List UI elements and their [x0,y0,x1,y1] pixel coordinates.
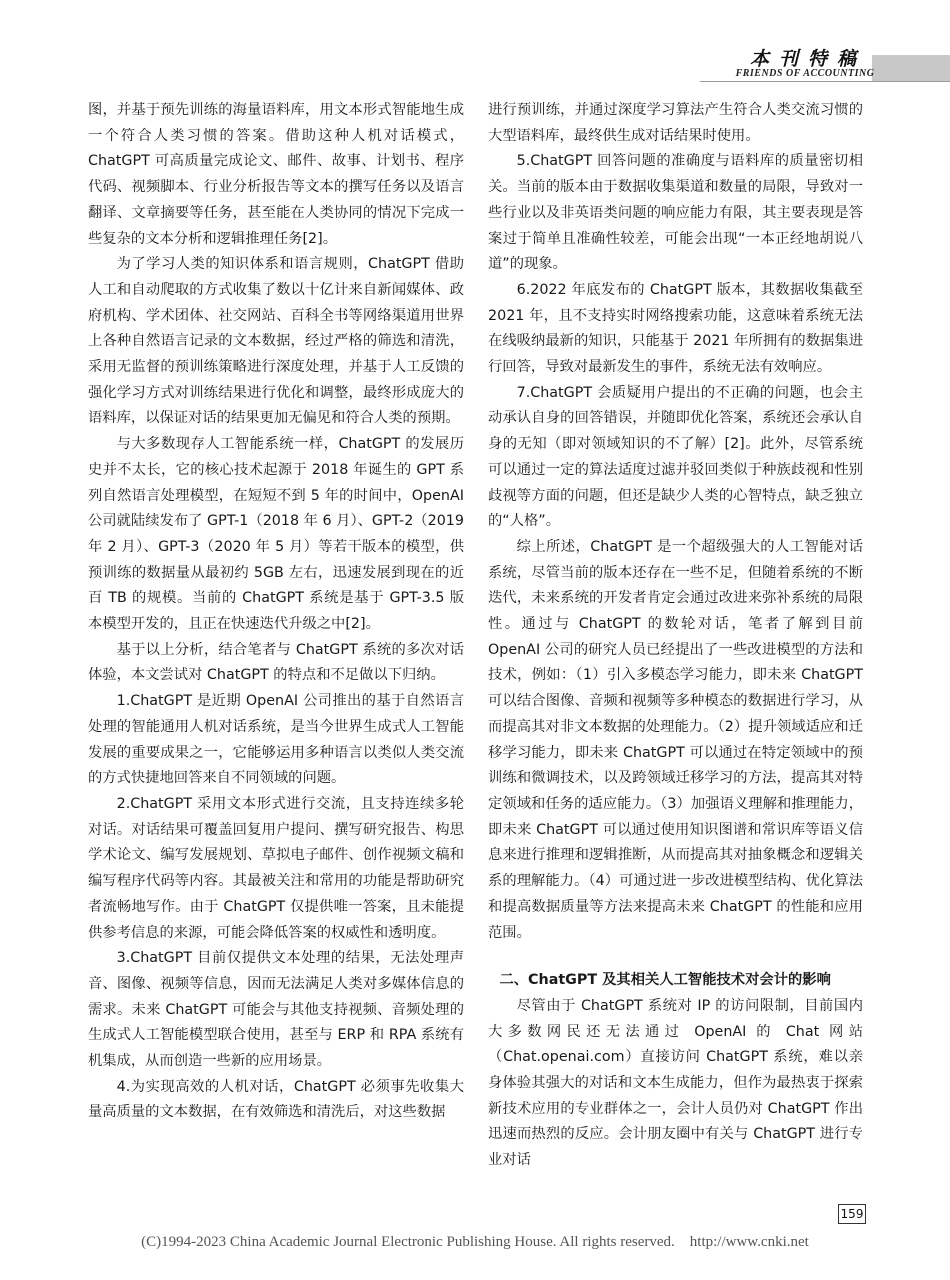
paragraph: 3.ChatGPT 目前仅提供文本处理的结果，无法处理声音、图像、视频等信息，因而无法满足人类对多媒体信息的需求。未来 ChatGPT 可能会与其他支持视频、音频处理的生成式人工智能模型联合使用，甚至与 ERP 和 RPA 系统有机集成，从而创造一些新的应用场景。 [88,950,464,1070]
paragraph: 7.ChatGPT 会质疑用户提出的不正确的问题，也会主动承认自身的回答错误，并随即优化答案，系统还会承认自身的无知（即对领域知识的不了解）[2]。此外，尽管系统可以通过一定的算法适度过滤并驳回类似于种族歧视和性别歧视等方面的问题，但还是缺少人类的心智特点，缺乏独立的“人格”。 [488,384,863,530]
paragraph: 为了学习人类的知识体系和语言规则，ChatGPT 借助人工和自动爬取的方式收集了数以十亿计来自新闻媒体、政府机构、学术团体、社交网站、百科全书等网络渠道用世界上各种自然语言记录的文本数据，经过严格的筛选和清洗，采用无监督的预训练策略进行深度处理，并基于人工反馈的强化学习方式对训练结果进行优化和调整，最终形成庞大的语料库，以保证对话的结果更加无偏见和符合人类的预期。 [88,256,464,427]
paragraph: 与大多数现存人工智能系统一样，ChatGPT 的发展历史并不太长，它的核心技术起源于 2018 年诞生的 GPT 系列自然语言处理模型，在短短不到 5 年的时间中，OpenAI 公司就陆续发布了 GPT-1（2018 年 6 月）、GPT-2（2019 年 2 月）、GPT-3（2020 年 5 月）等若干版本的模型，供预训练的数据量从最初约 5GB 左右，迅速发展到现在的近百 TB 的规模。当前的 ChatGPT 系统是基于 GPT-3.5 版本模型开发的，且正在快速迭代升级之中[2]。 [88,436,464,633]
paragraph: 尽管由于 ChatGPT 系统对 IP 的访问限制，目前国内大多数网民还无法通过 OpenAI 的 Chat 网站（Chat.openai.com）直接访问 ChatGPT 系统，难以亲身体验其强大的对话和文本生成能力，但作为最热衷于探索新技术应用的专业群体之一，会计人员仍对 ChatGPT 作出迅速而热烈的反应。会计朋友圈中有关与 ChatGPT 进行专业对话 [488,997,863,1169]
header-rule [700,81,950,82]
paragraph: 进行预训练，并通过深度学习算法产生符合人类交流习惯的大型语料库，最终供生成对话结果时使用。 [488,102,863,144]
right-column [488,98,863,1174]
paragraph: 综上所述，ChatGPT 是一个超级强大的人工智能对话系统，尽管当前的版本还存在一些不足，但随着系统的不断迭代，未来系统的开发者肯定会通过改进来弥补系统的局限性。通过与 ChatGPT 的数轮对话，笔者了解到目前 OpenAI 公司的研究人员已经提出了一些改进模型的方法和技术，例如：（1）引入多模态学习能力，即未来 ChatGPT 可以结合图像、音频和视频等多种模态的数据进行学习，从而提高其对非文本数据的处理能力。（2）提升领域适应和迁移学习能力，即未来 ChatGPT 可以通过在特定领域中的预训练和微调技术，以及跨领域迁移学习的方法，提高其对特定领域和任务的适应能力。（3）加强语义理解和推理能力，即未来 ChatGPT 可以通过使用知识图谱和常识库等语义信息来进行推理和逻辑推断，从而提高其对抽象概念和逻辑关系的理解能力。（4）可通过进一步改进模型结构、优化算法和提高数据质量等方法来提高未来 ChatGPT 的性能和应用范围。 [488,538,863,941]
copyright-footer: (C)1994-2023 China Academic Journal Electronic Publishing House. All rights reserved. http://www.cnki.net [141,1234,809,1250]
left-column [88,98,464,1126]
paragraph: 6.2022 年底发布的 ChatGPT 版本，其数据收集截至 2021 年，且不支持实时网络搜索功能，这意味着系统无法在线吸纳最新的知识，只能基于 2021 年所拥有的数据集进行回答，导致对最新发生的事件，系统无法有效响应。 [488,281,863,376]
page-number: 159 [838,1204,866,1224]
journal-name: FRIENDS OF ACCOUNTING [735,68,875,79]
paragraph: 基于以上分析，结合笔者与 ChatGPT 系统的多次对话体验，本文尝试对 ChatGPT 的特点和不足做以下归纳。 [88,641,464,684]
paragraph: 5.ChatGPT 回答问题的准确度与语料库的质量密切相关。当前的版本由于数据收集渠道和数量的局限，导致对一些行业以及非英语类问题的响应能力有限，其主要表现是答案过于简单且准确性较差，可能会出现“一本正经地胡说八道”的现象。 [488,153,863,273]
paragraph: 图，并基于预先训练的海量语料库，用文本形式智能地生成一个符合人类习惯的答案。借助这种人机对话模式，ChatGPT 可高质量完成论文、邮件、故事、计划书、程序代码、视频脚本、行业分析报告等文本的撰写任务以及语言翻译、文章摘要等任务，甚至能在人类协同的情况下完成一些复杂的文本分析和逻辑推理任务[2]。 [88,102,464,247]
section-label: 本刊特稿 [749,48,866,70]
paragraph: 2.ChatGPT 采用文本形式进行交流，且支持连续多轮对话。对话结果可覆盖回复用户提问、撰写研究报告、构思学术论文、编写发展规划、草拟电子邮件、创作视频文稿和编写程序代码等内容。其最被关注和常用的功能是帮助研究者流畅地写作。由于 ChatGPT 仅提供唯一答案，且未能提供参考信息的来源，可能会降低答案的权威性和透明度。 [88,795,464,941]
paragraph: 1.ChatGPT 是近期 OpenAI 公司推出的基于自然语言处理的智能通用人机对话系统，是当今世界生成式人工智能发展的重要成果之一，它能够运用多种语言以类似人类交流的方式快捷地回答来自不同领域的问题。 [88,693,464,787]
page-header [0,0,950,90]
paragraph: 4.为实现高效的人机对话，ChatGPT 必须事先收集大量高质量的文本数据，在有效筛选和清洗后，对这些数据 [88,1078,464,1121]
section-heading: 二、ChatGPT 及其相关人工智能技术对会计的影响 [499,972,831,989]
